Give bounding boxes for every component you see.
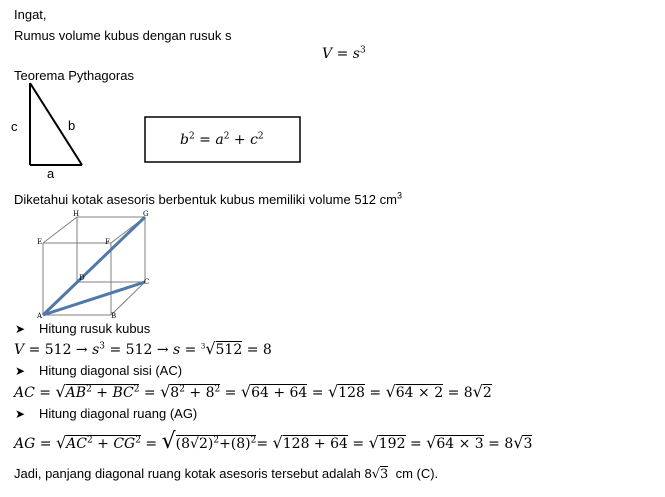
step-3-title: Hitung diagonal ruang (AG) [39,406,198,421]
cube-label-d: D [79,274,85,282]
cube-label-f: F [105,238,110,246]
triangle-label-b: b [68,118,76,133]
cube-label-c: C [144,278,150,286]
ingat-text: Ingat, [14,7,47,22]
triangle-label-a: a [47,166,55,181]
cube-label-h: H [73,210,80,218]
pythagoras-formula: $b^2 = a^2 + c^2$ [180,131,264,148]
volume-formula: $V = s^3$ [322,45,366,62]
step-2-title: Hitung diagonal sisi (AC) [39,363,183,378]
step-1-title: Hitung rusuk kubus [39,321,151,336]
triangle-label-c: c [11,119,18,134]
step-1-equation: $V = 512 \to s^3 = 512 \to s = ^3√512 = 8$ [14,339,272,358]
cube-label-b: B [111,312,117,320]
conclusion: Jadi, panjang diagonal ruang kotak asesoris tersebut adalah 8√3 cm (C). [14,466,439,482]
problem-statement: Diketahui kotak asesoris berbentuk kubus memiliki volume 512 $cm^3$ [14,190,402,207]
step-2-equation: AC = $√AB^2 + BC^2 = √8^2 + 8^2 = √64 + 64 = √128 = √64 \times 2 = 8√2$ [14,382,492,401]
cube-label-g: G [143,210,149,218]
step-3-equation: AG = $√AC^2 + CG^2 = √(8√2)^2+(8)^2= √128 + 64 = √192 = √64 \times 3 = 8√3$ [14,429,533,454]
arrowhead-bullet-icon: ➤ [15,407,26,421]
pythagoras-title: Teorema Pythagoras [14,68,134,83]
arrowhead-bullet-icon: ➤ [15,322,26,336]
cube-label-e: E [37,238,43,246]
cube-label-a: A [37,312,43,320]
rumus-text: Rumus volume kubus dengan rusuk s [14,28,232,43]
arrowhead-bullet-icon: ➤ [15,364,26,378]
